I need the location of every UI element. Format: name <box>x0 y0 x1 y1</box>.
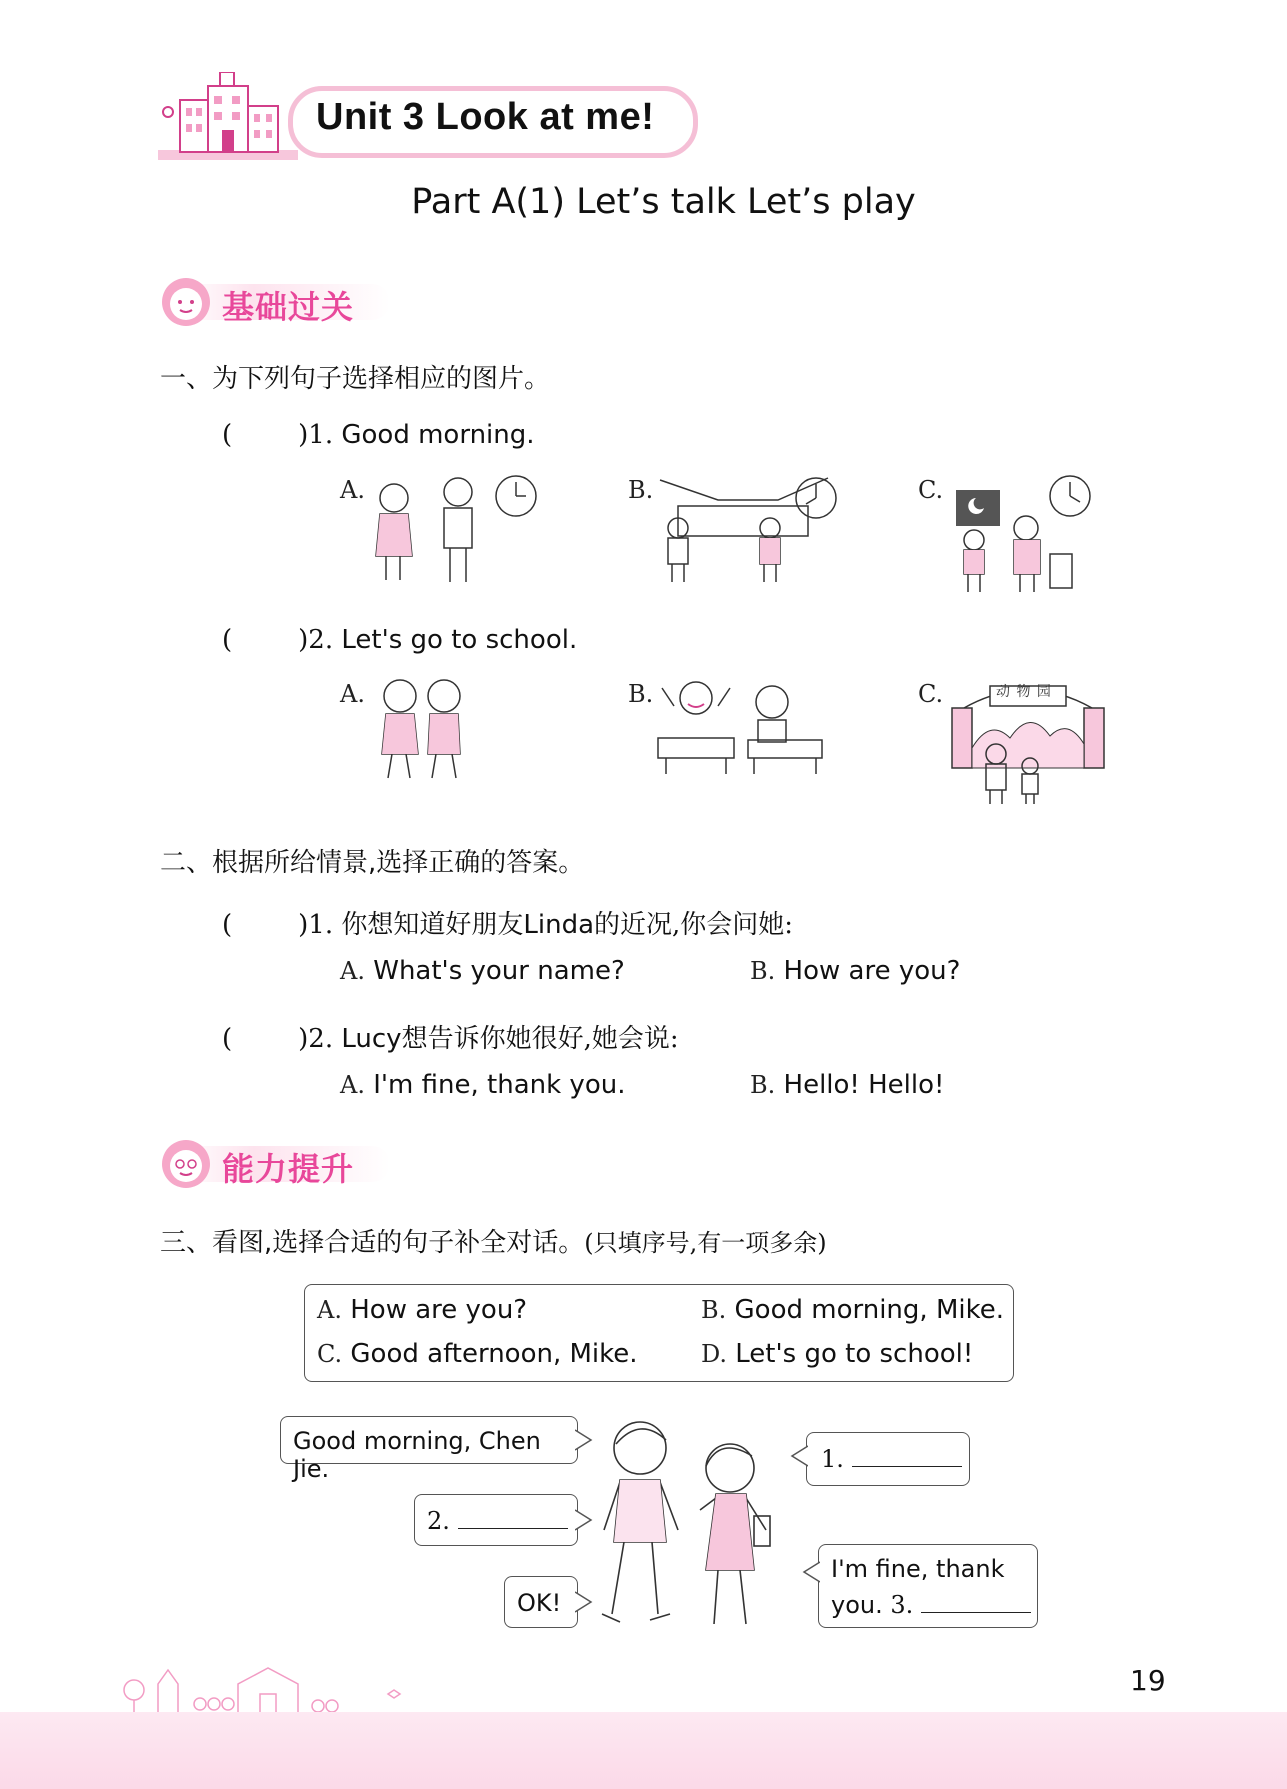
item-text-cn: 的近况,你会问她: <box>594 910 794 940</box>
section-label: 基础过关 <box>222 288 355 326</box>
bubble-text: OK! <box>517 1589 562 1617</box>
item-text-en: Linda <box>523 910 595 940</box>
item-number: )1. <box>298 910 334 940</box>
bubble-tail-left <box>788 1444 808 1468</box>
item-number: )2. <box>298 625 334 655</box>
bubble-tail-left <box>800 1560 820 1584</box>
blank-number: 3. <box>890 1591 914 1619</box>
item-number: )2. <box>298 1024 334 1054</box>
bubble-blank-2[interactable] <box>427 1507 568 1535</box>
school-building-icon <box>158 72 298 164</box>
speech-bubble-ok <box>504 1576 578 1628</box>
section-tab-basic <box>160 276 400 328</box>
option-letter: D. <box>701 1340 728 1368</box>
bubble-text: I'm fine, thank <box>831 1555 1005 1583</box>
bubble-tail-right <box>575 1508 595 1532</box>
option-letter-c: C. <box>918 476 944 504</box>
item-text-cn: 想告诉你她很好,她会说: <box>401 1024 679 1054</box>
option-letter-b: B. <box>628 476 654 504</box>
option-letter-b: B. <box>750 1071 776 1099</box>
option-text: How are you? <box>783 956 961 986</box>
option-letter: C. <box>317 1340 343 1368</box>
item-text-en: Lucy <box>341 1024 402 1054</box>
bubble-text: Good morning, Chen Jie. <box>293 1427 541 1483</box>
page-number: 19 <box>1130 1664 1166 1697</box>
section-label: 能力提升 <box>222 1150 355 1188</box>
bottom-band <box>0 1712 1287 1789</box>
question-heading-1: 一、为下列句子选择相应的图片。 <box>160 364 551 394</box>
option-letter-a: A. <box>340 680 365 708</box>
town-decoration-icon <box>118 1644 418 1716</box>
option-letter-a: A. <box>340 957 365 985</box>
option-b[interactable] <box>750 956 960 986</box>
item-text-cn: 你想知道好朋友 <box>341 910 524 940</box>
picture-greeting-morning-b <box>658 470 838 590</box>
heading-text: 三、看图,选择合适的句子补全对话。 <box>160 1228 585 1258</box>
speech-bubble-girl-3 <box>818 1544 1038 1628</box>
heading-note: (只填序号,有一项多余) <box>584 1229 827 1257</box>
blank-number: 2. <box>427 1507 450 1535</box>
answer-line[interactable] <box>852 1466 962 1467</box>
answer-paren[interactable]: ( <box>222 420 233 450</box>
unit-banner <box>158 72 698 164</box>
option-letter: A. <box>317 1296 342 1324</box>
option-letter-a: A. <box>340 476 365 504</box>
box-option-d[interactable] <box>701 1339 973 1369</box>
bubble-text: you. <box>831 1591 883 1619</box>
options-box <box>304 1284 1014 1382</box>
option-text: What's your name? <box>373 956 625 986</box>
student-face-icon <box>160 276 214 328</box>
option-letter-c: C. <box>918 680 944 708</box>
part-title: Part A(1) Let’s talk Let’s play <box>411 182 916 222</box>
box-option-b[interactable] <box>701 1295 1004 1325</box>
speech-bubble-mike <box>280 1416 578 1483</box>
option-text: How are you? <box>350 1295 528 1325</box>
unit-title: Unit 3 Look at me! <box>316 96 655 138</box>
question-item-1-2 <box>222 625 577 655</box>
question-item-2-1 <box>222 904 793 941</box>
bubble-blank-3[interactable] <box>831 1591 1031 1619</box>
box-option-a[interactable] <box>317 1295 527 1325</box>
bubble-tail-right <box>575 1590 595 1614</box>
question-item-2-2 <box>222 1018 679 1055</box>
answer-line[interactable] <box>458 1528 568 1529</box>
blank-number: 1. <box>821 1445 844 1473</box>
bubble-blank-1[interactable] <box>821 1445 962 1473</box>
item-text: Good morning. <box>341 420 535 450</box>
option-letter-b: B. <box>750 957 776 985</box>
option-text: Let's go to school! <box>735 1339 974 1369</box>
answer-paren[interactable]: ( <box>222 910 233 940</box>
picture-boy-and-girl-walking <box>590 1410 790 1640</box>
bubble-tail-right <box>575 1428 595 1452</box>
answer-line[interactable] <box>921 1612 1031 1613</box>
answer-paren[interactable]: ( <box>222 1024 233 1054</box>
option-text: Good afternoon, Mike. <box>350 1339 638 1369</box>
picture-kids-walking-a <box>372 674 472 786</box>
zoo-sign: 动 物 园 <box>996 684 1052 700</box>
option-a[interactable] <box>340 956 625 986</box>
option-text: I'm fine, thank you. <box>373 1070 626 1100</box>
picture-greeting-night-c <box>946 468 1106 598</box>
picture-greeting-morning-a <box>370 470 540 590</box>
answer-paren[interactable]: ( <box>222 625 233 655</box>
option-letter-a: A. <box>340 1071 365 1099</box>
option-a[interactable] <box>340 1070 625 1100</box>
student-glasses-icon <box>160 1138 214 1190</box>
option-letter-b: B. <box>628 680 654 708</box>
question-heading-3 <box>160 1222 827 1259</box>
item-number: )1. <box>298 420 334 450</box>
picture-kids-at-desk-b <box>656 676 826 776</box>
option-b[interactable] <box>750 1070 944 1100</box>
section-tab-advanced <box>160 1138 400 1190</box>
speech-bubble-girl-1 <box>806 1432 970 1486</box>
option-text: Good morning, Mike. <box>734 1295 1004 1325</box>
option-letter: B. <box>701 1296 727 1324</box>
option-text: Hello! Hello! <box>783 1070 945 1100</box>
item-text: Let's go to school. <box>341 625 578 655</box>
question-heading-2: 二、根据所给情景,选择正确的答案。 <box>160 848 585 878</box>
speech-bubble-boy-2 <box>414 1494 578 1546</box>
box-option-c[interactable] <box>317 1339 638 1369</box>
question-item-1-1 <box>222 420 535 450</box>
